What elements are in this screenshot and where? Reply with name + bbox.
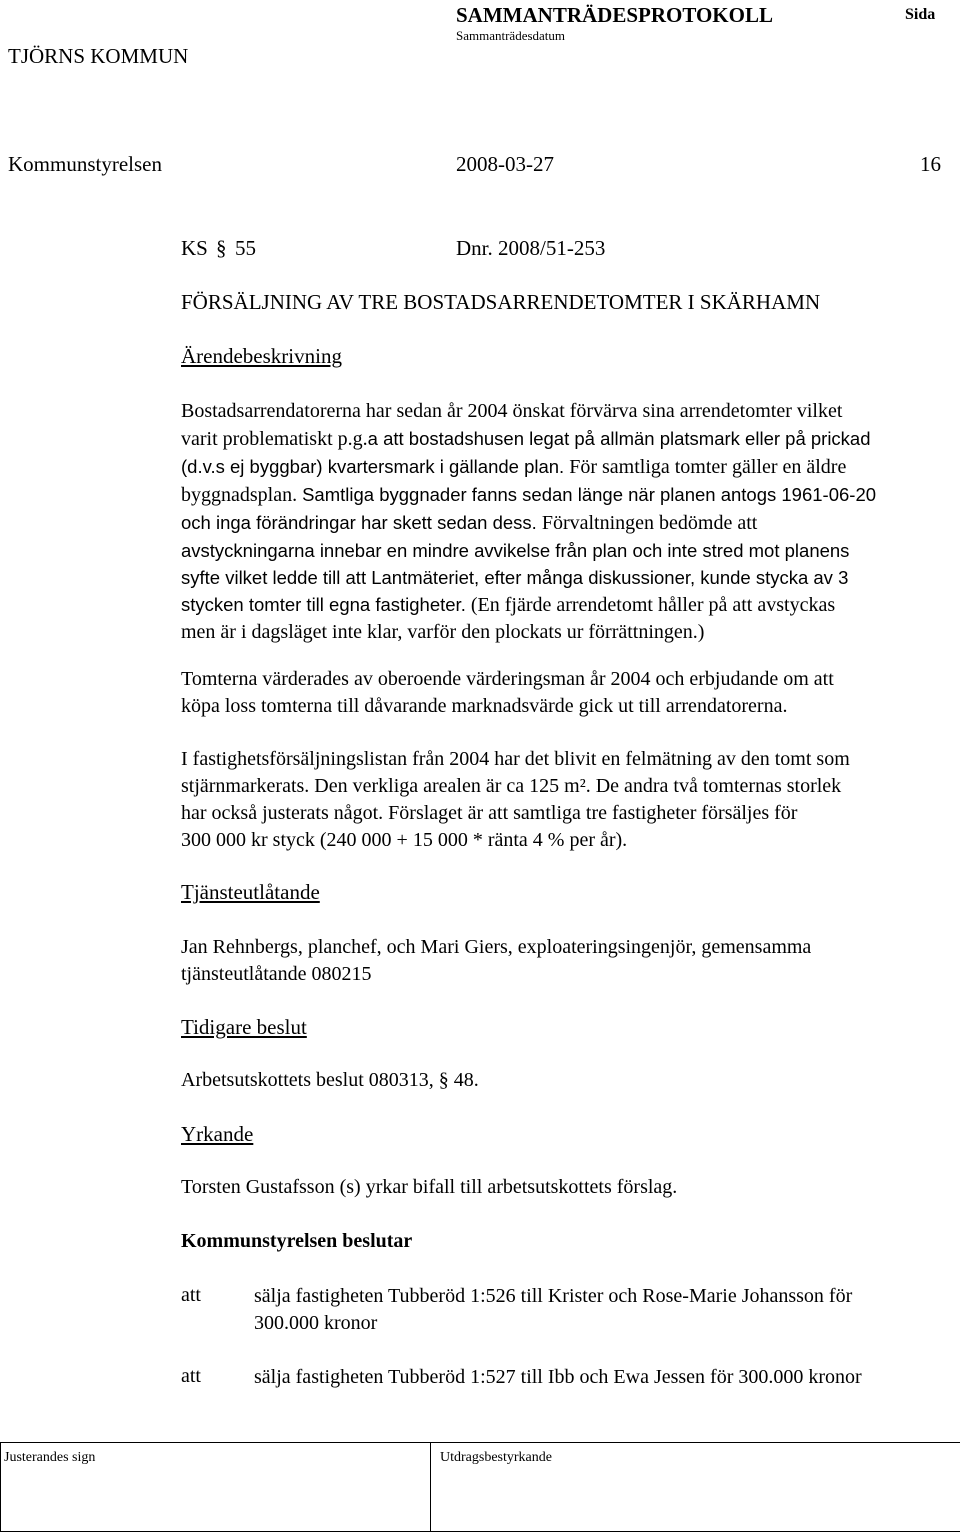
- previous-decision-heading: Tidigare beslut: [181, 1015, 307, 1039]
- statement-heading: Tjänsteutlåtande: [181, 880, 320, 904]
- paragraph-line: köpa loss tomterna till dåvarande marknadsvärde gick ut till arrendatorerna.: [181, 695, 788, 717]
- paragraph-line: avstyckningarna innebar en mindre avvikelse från plan och inte stred mot planens: [181, 540, 850, 561]
- paragraph-line: stycken tomter till egna fastigheter. (En fjärde arrendetomt håller på att avstyckas: [181, 594, 836, 616]
- paragraph-line: Jan Rehnbergs, planchef, och Mari Giers, exploateringsingenjör, gemensamma: [181, 936, 812, 958]
- paragraph-line: I fastighetsförsäljningslistan från 2004 har det blivit en felmätning av den tomt som: [181, 748, 850, 770]
- case-number: 55: [235, 236, 256, 260]
- paragraph-line: byggnadsplan. Samtliga byggnader fanns sedan länge när planen antogs 1961-06-20: [181, 484, 877, 506]
- paragraph-line: Tomterna värderades av oberoende värderingsman år 2004 och erbjudande om att: [181, 668, 834, 690]
- decision-item-marker: att: [181, 1284, 201, 1306]
- paragraph-line: Bostadsarrendatorerna har sedan år 2004 önskat förvärva sina arrendetomter vilket: [181, 400, 843, 422]
- case-title: FÖRSÄLJNING AV TRE BOSTADSARRENDETOMTER I SKÄRHAMN: [181, 290, 821, 314]
- footer-utdragsbestyrkande: Utdragsbestyrkande: [440, 1450, 552, 1465]
- case-ks-label: KS: [181, 236, 208, 260]
- case-dnr: Dnr. 2008/51-253: [456, 236, 606, 260]
- footer-left-border: [0, 1442, 1, 1532]
- meeting-body: Kommunstyrelsen: [8, 152, 162, 176]
- paragraph-line: 300 000 kr styck (240 000 + 15 000 * ränta 4 % per år).: [181, 829, 628, 851]
- paragraph-line: 300.000 kronor: [254, 1312, 378, 1334]
- paragraph-line: syfte vilket ledde till att Lantmäteriet, efter många diskussioner, kunde stycka av 3: [181, 567, 849, 588]
- statement-text: [181, 934, 811, 988]
- paragraph-line: har också justerats något. Förslaget är att samtliga tre fastigheter försäljes för: [181, 802, 798, 824]
- valuation-paragraph: [181, 666, 834, 720]
- paragraph-line: varit problematiskt p.g.a att bostadshusen legat på allmän platsmark eller på prickad: [181, 428, 871, 450]
- description-paragraph: [181, 398, 876, 646]
- page-label: Sida: [905, 6, 936, 23]
- motion-text: Torsten Gustafsson (s) yrkar bifall till arbetsutskottets förslag.: [181, 1176, 678, 1198]
- previous-decision-text: Arbetsutskottets beslut 080313, § 48.: [181, 1069, 479, 1091]
- paragraph-line: stjärnmarkerats. Den verkliga arealen är ca 125 m². De andra två tomternas storlek: [181, 775, 842, 797]
- paragraph-line: men är i dagsläget inte klar, varför den plockats ur förrättningen.): [181, 621, 705, 643]
- motion-heading: Yrkande: [181, 1122, 254, 1146]
- decision-item: [254, 1364, 862, 1391]
- paragraph-line: och inga förändringar har skett sedan dess. Förvaltningen bedömde att: [181, 512, 758, 534]
- page-number: 16: [920, 152, 941, 176]
- decision-item: [254, 1283, 852, 1337]
- org-name: TJÖRNS KOMMUN: [8, 44, 189, 68]
- paragraph-line: sälja fastigheten Tubberöd 1:527 till Ibb och Ewa Jessen för 300.000 kronor: [254, 1366, 862, 1388]
- section-sign: §: [216, 236, 227, 260]
- footer-top-rule: [0, 1442, 960, 1443]
- paragraph-line: sälja fastigheten Tubberöd 1:526 till Krister och Rose-Marie Johansson för: [254, 1285, 853, 1307]
- paragraph-line: tjänsteutlåtande 080215: [181, 963, 372, 985]
- decision-heading: Kommunstyrelsen beslutar: [181, 1230, 413, 1252]
- document-title: SAMMANTRÄDESPROTOKOLL: [456, 3, 773, 27]
- meeting-date-label: Sammanträdesdatum: [456, 28, 566, 43]
- footer-justerandes-sign: Justerandes sign: [4, 1450, 96, 1465]
- measurement-paragraph: [181, 746, 850, 854]
- description-heading: Ärendebeskrivning: [181, 344, 342, 368]
- meeting-date: 2008-03-27: [456, 152, 554, 176]
- footer-divider: [430, 1442, 431, 1532]
- decision-item-marker: att: [181, 1365, 201, 1387]
- paragraph-line: (d.v.s ej byggbar) kvartersmark i gällande plan. För samtliga tomter gäller en äldre: [181, 456, 847, 478]
